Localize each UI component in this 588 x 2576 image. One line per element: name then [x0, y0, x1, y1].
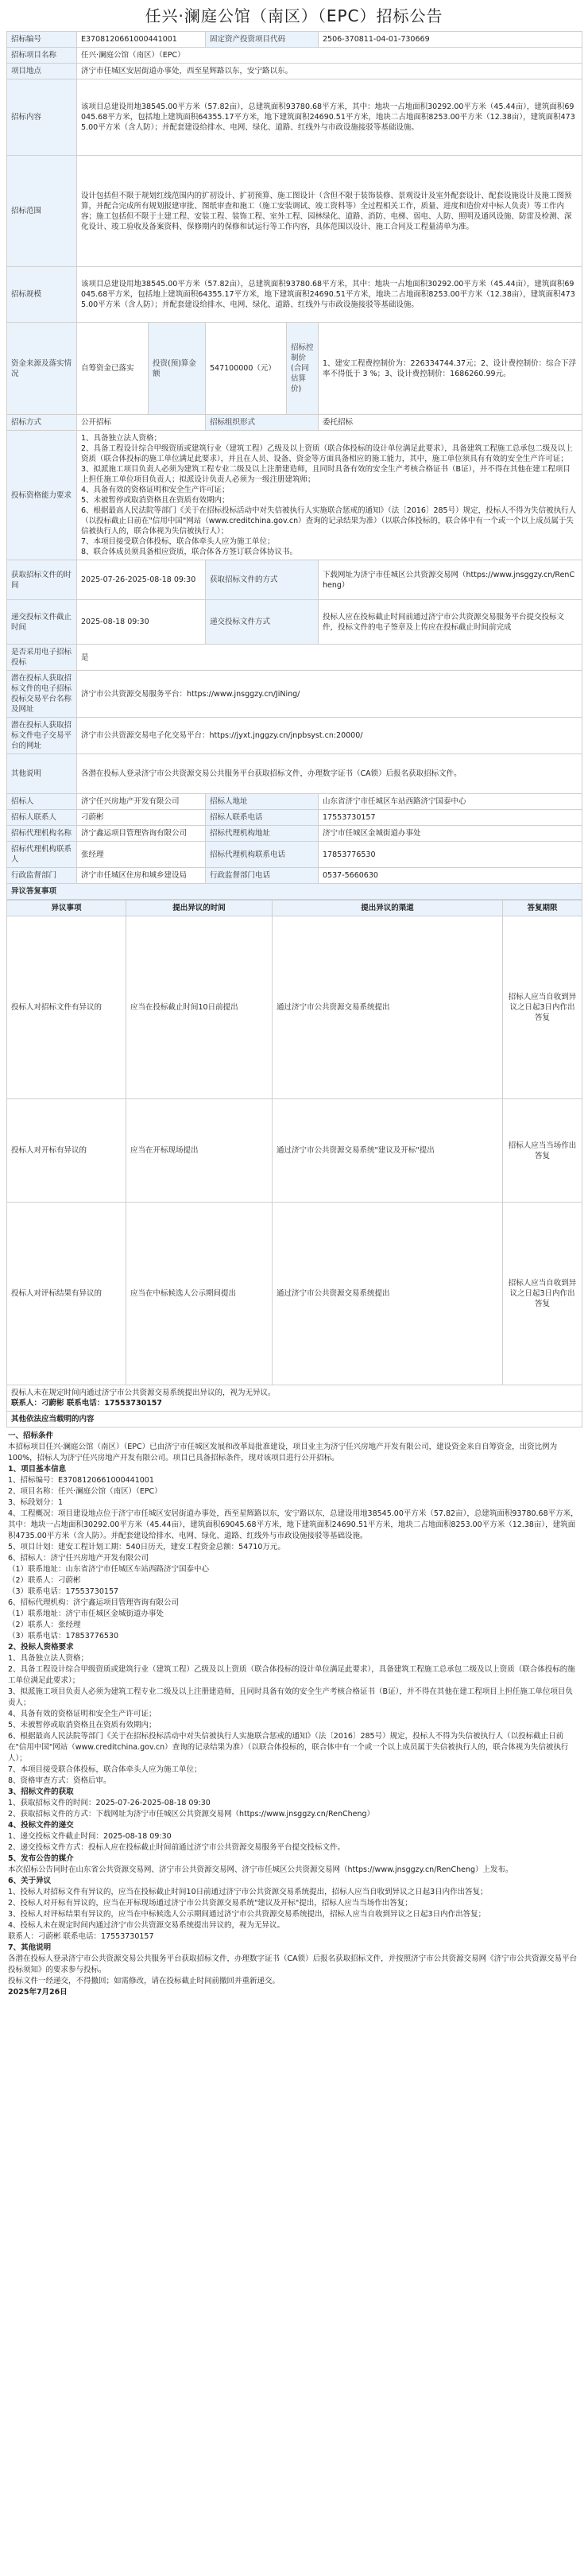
qual-list	[77, 431, 582, 560]
scope-value: 设计包括但不限于规划红线范围内的扩初设计、扩初预算、施工图设计（含但不限于装饰装修、景观设计及室外配套设计、配套设施设计及施工图预算，并配合完成所有规划报建审批、图纸审查和施工（施工安装调试、竣工资料等）全过程相关工作，质量、进度和造价对中标人负责）等工作内容；施工包括但不限于土建工程、安装工程、装饰工程、室外工程、园林绿化、道路、消防、电梯、弱电、人防、照明及通风设施、防雷及检测、深化设计、竣工验收及备案资料、保修期内的保修和试运行等工作内容，具体范围以设计、施工合同及工程量清单为准。	[77, 156, 582, 267]
notice-value: 各潜在投标人登录济宁市公共资源交易公共服务平台获取招标文件，办理数字证书（CA锁）后报名获取招标文件。	[77, 754, 582, 794]
list-item: 1、投标人对招标文件有异议的，应当在投标截止时间10日前通过济宁市公共资源交易系统提出，招标人应当自收到异议之日起3日内作出答复；	[8, 1888, 488, 1896]
qual-item: 3、拟派施工项目负责人必须为建筑工程专业二级及以上注册建造师，且同时具备有效的安全生产考核合格证书（B证），并不得在其他在建工程项目上担任施工单位项目负责人；拟派设计负责人必须为一级注册建筑师；	[81, 465, 571, 484]
list-item: 7、本项目接受联合体投标，联合体牵头人应为施工单位；	[8, 1765, 202, 1774]
objection-channel: 通过济宁市公共资源交易系统提出	[273, 1203, 503, 1385]
qual-item: 8、联合体成员须具备相应资质，联合体各方签订联合体协议书。	[81, 548, 298, 556]
objection-reply: 招标人应当自收到异议之日起3日内作出答复	[503, 916, 582, 1099]
list-item: 4、具备有效的资格证明和安全生产许可证；	[8, 1710, 157, 1718]
content-label: 招标内容	[7, 79, 77, 156]
objection-time: 应当在投标截止时间10日前提出	[126, 916, 273, 1099]
phone-value: 17553730157	[319, 810, 582, 826]
list-item: 2、递交投标文件方式：投标人应在投标截止时间前通过济宁市公共资源交易服务平台提交投标文件。	[8, 1843, 346, 1852]
platform-link[interactable]: 济宁市公共资源交易服务平台：https://www.jnsggzy.cn/JiNing/	[77, 671, 582, 718]
info-table	[6, 31, 582, 900]
list-item[interactable]: 本次招标公告同时在山东省公共资源交易网、济宁市公共资源交易网、济宁市任城区公共资源交易网（https://www.jnsggzy.cn/RenCheng）上发布。	[8, 1865, 513, 1874]
submit-way: 投标人应在投标截止时间前通过济宁市公共资源交易服务平台提交投标文件，投标文件的电子签章及上传应在投标截止时间前完成	[319, 600, 582, 645]
proj-code-value: 2506-370811-04-01-730669	[319, 32, 582, 48]
objection-row	[7, 916, 582, 1099]
name-value: 任兴·澜庭公馆（南区）（EPC）	[77, 48, 582, 64]
supervisor-value: 济宁市任城区住房和城乡建设局	[77, 868, 206, 884]
objection-reply: 招标人应当当场作出答复	[503, 1099, 582, 1203]
tenderer-value: 济宁任兴房地产开发有限公司	[77, 794, 206, 810]
obtain-label: 获取招标文件的时间	[7, 560, 77, 600]
section-heading: 4、投标文件的递交	[8, 1821, 74, 1830]
phone-label: 招标人联系电话	[206, 810, 319, 826]
deadline-value: 2025-08-18 09:30	[77, 600, 206, 645]
qual-item: 6、根据最高人民法院等部门《关于在招标投标活动中对失信被执行人实施联合惩戒的通知》（法〔2016〕285号）规定，投标人不得为失信被执行人（以投标截止日前在"信用中国"网站（www.creditchina.gov.cn）查询的记录结果为准）（以联合体投标的，联合体中有一个或一个以上成员属于失信被执行人的，联合体视为失信被执行人）；	[81, 506, 577, 536]
section-heading: 6、关于异议	[8, 1877, 52, 1885]
list-item: 3、投标人对评标结果有异议的，应当在中标候选人公示期间通过济宁市公共资源交易系统提出，招标人应当自收到异议之日起3日内作出答复；	[8, 1910, 486, 1919]
objection-head: 异议事项	[7, 901, 126, 916]
list-item: （1）联系地址：济宁市任城区金城街道办事处	[8, 1610, 164, 1618]
qual-item: 2、具备工程设计综合甲级资质或建筑行业（建筑工程）乙级及以上资质（联合体投标的设计单位满足此要求），具备建筑工程施工总承包二级及以上资质（联合体投标的施工单位满足此要求），并且在人员、设备、资金等方面具备相应的施工能力，其中，施工单位须具有有效的安全生产许可证；	[81, 444, 573, 463]
list-item: 2、投标人对开标有异议的，应当在开标现场通过济宁市公共资源交易系统"建议及开标"提出，招标人应当当场作出答复；	[8, 1899, 412, 1908]
contact-label: 招标人联系人	[7, 810, 77, 826]
invest-value: 547100000（元）	[206, 323, 287, 415]
objection-title: 异议答复事项	[7, 884, 582, 900]
section-heading: 一、招标条件	[8, 1431, 54, 1440]
qual-item: 5、未被暂停或取消资格且在资质有效期内；	[81, 496, 230, 505]
list-item: 1、具备独立法人资格；	[8, 1654, 89, 1663]
list-item: 4、投标人未在规定时间内通过济宁市公共资源交易系统提出异议的，视为无异议。	[8, 1921, 285, 1930]
page-title: 任兴·澜庭公馆（南区）（EPC）招标公告	[145, 6, 443, 25]
objection-head: 提出异议的时间	[126, 901, 273, 916]
section-heading: 5、发布公告的媒介	[8, 1854, 74, 1863]
fund-value: 自筹资金已落实	[77, 323, 149, 415]
agent-addr-label: 招标代理机构地址	[206, 826, 319, 842]
obtain-way[interactable]: 下载网址为济宁市任城区公共资源交易网（https://www.jnsggzy.cn/RenCheng）	[319, 560, 582, 600]
code-label: 招标编号	[7, 32, 77, 48]
scope-label: 招标范围	[7, 156, 77, 267]
list-item: 3、拟派施工项目负责人必须为建筑工程专业二级及以上注册建造师，且同时具备有效的安全生产考核合格证书（B证），并不得在其他在建工程项目上担任施工单位项目负责人；	[8, 1687, 573, 1707]
list-item: 1、获取招标文件的时间：2025-07-26-2025-08-18 09:30	[8, 1799, 211, 1807]
objection-footer-a: 投标人未在规定时间内通过济宁市公共资源交易系统提出异议的，视为无异议。	[11, 1389, 276, 1397]
agent-contact-value: 张经理	[77, 842, 206, 868]
objection-footer-c: 其他依法应当载明的内容	[7, 1412, 582, 1427]
objection-head: 提出异议的渠道	[273, 901, 503, 916]
qual-label: 投标资格能力要求	[7, 431, 77, 560]
agent-label: 招标代理机构名称	[7, 826, 77, 842]
ctrl-value: 1、建安工程费控制价为：226334744.37元；2、设计费控制价：综合下浮率不得低于 3 %；3、设计费控制价：1686260.99元。	[319, 323, 582, 415]
agent-addr-value: 济宁市任城区金城街道办事处	[319, 826, 582, 842]
public-label: 潜在投标人获取招标文件电子交易平台的网址	[7, 718, 77, 754]
list-item: 4、工程概况：项目建设地点位于济宁市任城区安居街道办事处，西至星辉路以东，安宁路以东，总建设用地38545.00平方米（57.82亩），总建筑面积93780.68平方米，其中：地块一占地面积30292.00平方米（45.44亩），建筑面积69045.68平方米，地下建筑面积24690.51平方米，地块二占地面积8253.00平方米（12.38亩），建筑面积4735.00平方米（含人防）。并配套建设给排水、电网、绿化、道路、红线外与市政设施接驳等基础设施。	[8, 1509, 578, 1540]
intro-text: 本招标项目任兴·澜庭公馆（南区）（EPC）已由济宁市任城区发展和改革局批准建设，项目业主为济宁任兴房地产开发有限公司，建设资金来自自筹资金，出资比例为100%，招标人为济宁任兴房地产开发有限公司。项目已具备招标条件，现对该项目进行公开招标。	[8, 1443, 558, 1462]
proj-code-label: 固定资产投资项目代码	[206, 32, 319, 48]
supervisor-phone-label: 行政监督部门电话	[206, 868, 319, 884]
qual-item: 4、具备有效的资格证明和安全生产许可证；	[81, 486, 230, 494]
list-item: 6、招标代理机构：济宁鑫运项目管理咨询有限公司	[8, 1598, 180, 1607]
method-value: 公开招标	[77, 415, 206, 431]
contact-value: 刁蔚彬	[77, 810, 206, 826]
objection-channel: 通过济宁市公共资源交易系统"建议及开标"提出	[273, 1099, 503, 1203]
objection-footer-b: 联系人：刁蔚彬 联系电话：17553730157	[11, 1399, 163, 1408]
code-value: E3708120661000441001	[77, 32, 206, 48]
tenderer-addr-value: 山东省济宁市任城区车站西路济宁国泰中心	[319, 794, 582, 810]
list-item: 投标文件一经递交，不得撤回；如需修改，请在投标截止时间前撤回并重新递交。	[8, 1977, 280, 1985]
submit-label: 递交投标文件方式	[206, 600, 319, 645]
list-item: 1、招标编号：E3708120661000441001	[8, 1476, 154, 1485]
method-label: 招标方式	[7, 415, 77, 431]
announcement-body	[6, 1427, 582, 2005]
supervisor-label: 行政监督部门	[7, 868, 77, 884]
objection-item: 投标人对招标文件有异议的	[7, 916, 126, 1099]
supervisor-phone-value: 0537-5660630	[319, 868, 582, 884]
list-item: 6、招标人：济宁任兴房地产开发有限公司	[8, 1554, 149, 1563]
org-label: 招标组织形式	[206, 415, 319, 431]
list-item: 各潜在投标人登录济宁市公共资源交易公共服务平台获取招标文件，办理数字证书（CA锁）后报名获取招标文件，并按照济宁市公共资源交易网《济宁市公共资源交易平台投标须知》的要求参与投标。	[8, 1954, 578, 1974]
e-value: 是	[77, 645, 582, 671]
list-item: （1）联系地址：山东省济宁市任城区车站西路济宁国泰中心	[8, 1565, 210, 1574]
section-heading: 3、招标文件的获取	[8, 1788, 74, 1796]
qual-item: 7、本项目接受联合体投标，联合体牵头人应为施工单位；	[81, 537, 275, 546]
list-item: 联系人：刁蔚彬 联系电话：17553730157	[8, 1932, 154, 1941]
org-value: 委托招标	[319, 415, 582, 431]
objection-footer	[7, 1385, 582, 1412]
tenderer-label: 招标人	[7, 794, 77, 810]
fund-label: 资金来源及落实情况	[7, 323, 77, 415]
section-heading: 1、项目基本信息	[8, 1465, 67, 1474]
notice-label: 其他说明	[7, 754, 77, 794]
list-item: （2）联系人：张经理	[8, 1621, 81, 1629]
list-item: （3）联系电话：17853776530	[8, 1632, 119, 1641]
obtain-time: 2025-07-26-2025-08-18 09:30	[77, 560, 206, 600]
list-item[interactable]: 2、获取招标文件的方式：下载网址为济宁市任城区公共资源交易网（https://www.jnsggzy.cn/RenCheng）	[8, 1810, 375, 1819]
publish-date: 2025年7月26日	[8, 1988, 68, 1997]
list-item: 3、标段划分：1	[8, 1498, 64, 1507]
list-item: 2、项目名称：任兴·澜庭公馆（南区）（EPC）	[8, 1487, 162, 1496]
tenderer-addr-label: 招标人地址	[206, 794, 319, 810]
objection-head: 答复期限	[503, 901, 582, 916]
loc-value: 济宁市任城区安居街道办事处，西至星辉路以东，安宁路以东。	[77, 64, 582, 79]
list-item: （2）联系人：刁蔚彬	[8, 1576, 81, 1585]
objection-reply: 招标人应当自收到异议之日起3日内作出答复	[503, 1203, 582, 1385]
e-label: 是否采用电子招标投标	[7, 645, 77, 671]
objection-item: 投标人对评标结果有异议的	[7, 1203, 126, 1385]
list-item: 5、项目计划：建安工程计划工期：540日历天，建安工程资金总额：54710万元。	[8, 1543, 285, 1551]
loc-label: 项目地点	[7, 64, 77, 79]
objection-row	[7, 1099, 582, 1203]
objection-channel: 通过济宁市公共资源交易系统提出	[273, 916, 503, 1099]
agent-value: 济宁鑫运项目管理咨询有限公司	[77, 826, 206, 842]
ctrl-label: 招标控制价(合同估算价)	[287, 323, 319, 415]
agent-phone-value: 17853776530	[319, 842, 582, 868]
objection-time: 应当在开标现场提出	[126, 1099, 273, 1203]
objection-time: 应当在中标候选人公示期间提出	[126, 1203, 273, 1385]
objection-item: 投标人对开标有异议的	[7, 1099, 126, 1203]
public-link[interactable]: 济宁市公共资源交易电子化交易平台：https://jyxt.jnggzy.cn/jnpbsyst.cn:20000/	[77, 718, 582, 754]
invest-label: 投资(预)算金额	[149, 323, 206, 415]
platform-label: 潜在投标人获取招标文件的电子招标投标交易平台名称及网址	[7, 671, 77, 718]
content-value: 该项目总建设用地38545.00平方米（57.82亩），总建筑面积93780.68平方米，其中：地块一占地面积30292.00平方米（45.44亩），建筑面积69045.68平方米，包括地上建筑面积64355.17平方米，地下建筑面积24690.51平方米，地块二占地面积8253.00平方米（12.38亩），建筑面积4735.00平方米（含人防）；并配套建设给排水、电网、绿化、道路、红线外与市政设施接驳等基础设施。	[77, 79, 582, 156]
list-item: 2、具备工程设计综合甲级资质或建筑行业（建筑工程）乙级及以上资质（联合体投标的设计单位满足此要求），具备建筑工程施工总承包二级及以上资质（联合体投标的施工单位满足此要求）；	[8, 1665, 575, 1685]
scale-label: 招标规模	[7, 267, 77, 323]
announcement-page	[6, 3, 582, 2005]
deadline-label: 递交投标文件截止时间	[7, 600, 77, 645]
list-item: 5、未被暂停或取消资格且在资质有效期内；	[8, 1721, 157, 1730]
section-heading: 2、投标人资格要求	[8, 1643, 74, 1652]
list-item: 1、递交投标文件截止时间：2025-08-18 09:30	[8, 1832, 172, 1841]
list-item: 6、根据最高人民法院等部门《关于在招标投标活动中对失信被执行人实施联合惩戒的通知》（法〔2016〕285号）规定，投标人不得为失信被执行人（以投标截止日前在"信用中国"网站（www.creditchina.gov.cn）查询的记录结果为准）（以联合体投标的，联合体中有一个或一个以上成员属于失信被执行人的，联合体视为失信被执行人）；	[8, 1732, 569, 1763]
scale-value: 该项目总建设用地38545.00平方米（57.82亩），总建筑面积93780.68平方米，其中：地块一占地面积30292.00平方米（45.44亩），建筑面积69045.68平方米，包括地上建筑面积64355.17平方米，地下建筑面积24690.51平方米，地块二占地面积8253.00平方米（12.38亩），建筑面积4735.00平方米（含人防）；并配套建设给排水、电网、绿化、道路、红线外与市政设施接驳等基础设施。	[77, 267, 582, 323]
objection-table	[6, 900, 582, 1427]
name-label: 招标项目名称	[7, 48, 77, 64]
section-heading: 7、其他说明	[8, 1943, 52, 1952]
qual-item: 1、具备独立法人资格；	[81, 434, 162, 443]
obtain-way-label: 获取招标文件的方式	[206, 560, 319, 600]
list-item: （3）联系电话：17553730157	[8, 1587, 119, 1596]
agent-contact-label: 招标代理机构联系人	[7, 842, 77, 868]
objection-row	[7, 1203, 582, 1385]
agent-phone-label: 招标代理机构联系电话	[206, 842, 319, 868]
list-item: 8、资格审查方式：资格后审。	[8, 1776, 111, 1785]
